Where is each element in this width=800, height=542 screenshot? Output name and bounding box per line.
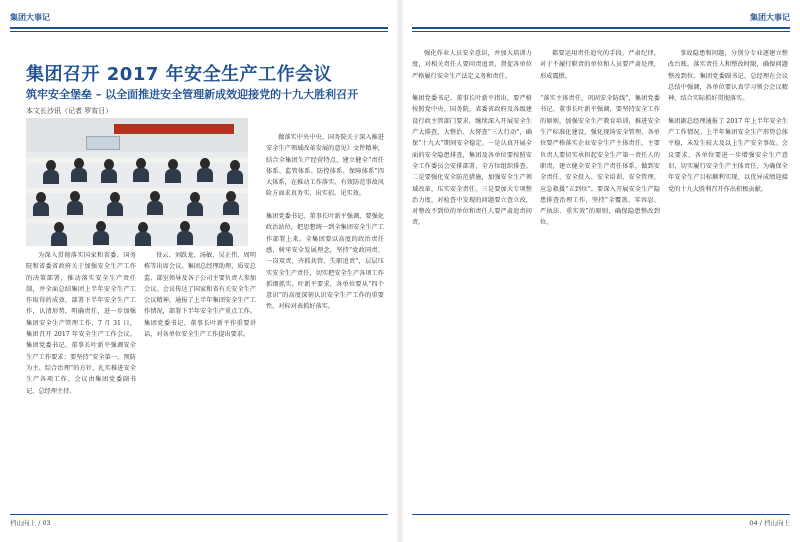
body-paragraph: 都要运用责任追究的手段，严肃纪律，对于不履行职责的单位和人员要严肃处理，形成震慑。 “落实主体责任，巩固安全防线”，集团党委书记、董事长叶新平强调，要坚持安全工作的原则，加强安全生产教育培训，推进安全生产标准化建设，强化现场安全管理。各单位要严格落实企业安全生产主体责任，主要负责人要切实承担起安全生产第一责任人的职责，建立健全安全生产责任体系，做到安全责任、安全投入、安全培训、安全管理、应急救援“五到位”。要深入开展安全生产隐患排查治理工作，坚持“全覆盖、零容忍、严执法、重实效”的原则，确保隐患整改到位。 <box>540 50 660 227</box>
body-paragraph: 为深入贯彻落实国家和省委、国务院和省委省政府关于加强安全生产工作的决策部署，推动落实安全生产责任制，并全面总结集团上半年安全生产工作取得的成效，部署下半年安全生产工作，认清形势，明确责任，进一步加强集团安全生产管理工作，7 月 31 日，集团召开 2017 年安全生产工作会议。集团党委书记、董事长叶新平强调安全生产工作要求；要坚持“安全第一、预防为主、综合治理”的方针，扎实推进安全生产各项工作。会议由集团党委副书记、总经理主持。 <box>26 252 136 395</box>
photo-attendee <box>147 201 163 215</box>
photo-attendee <box>107 202 123 216</box>
photo-attendee <box>165 169 181 183</box>
meeting-photo <box>26 118 248 246</box>
body-column-2 <box>144 250 256 512</box>
body-column-1 <box>26 250 136 512</box>
photo-attendee <box>217 232 233 246</box>
photo-attendee <box>71 168 87 182</box>
article-title: 集团召开 2017 年安全生产工作会议 <box>26 64 333 85</box>
footer-rule-left <box>10 514 388 515</box>
header-rule-left <box>10 27 388 29</box>
page-number-left: 档山向上 / 03 <box>10 519 51 527</box>
photo-attendee <box>67 201 83 215</box>
photo-attendee <box>51 232 67 246</box>
photo-attendee <box>187 202 203 216</box>
article-byline: 本文长沙讯（记者 罗宵日） <box>26 107 113 115</box>
photo-attendee <box>135 232 151 246</box>
body-paragraph: 做落实中央中央、国务院关于深入推进安全生产领域改革发展的意见》文件精神，结合全集团生产经营特点，建立健全“责任体系、监管体系、防控体系、保障体系”四大体系，在推动工作落实、有效防范事故风险方面求真务实、出实招、见实效。 集团党委书记、董事长叶新平强调，要强化政治站位，把思想统一到全集团安全生产工作部署上来。全集团要以高度的政治责任感，树牢安全发展理念，坚持“党政同责、一岗双责、齐抓共管、失职追责”，层层压实安全生产责任，切实把安全生产各项工作抓细抓实。叶新平要求，各单位要从“四个意识”的高度深刻认识安全生产工作的重要性，对标对表抓好落实。 <box>266 134 384 311</box>
section-tag-left: 集团大事记 <box>10 13 50 22</box>
photo-screen <box>86 136 120 150</box>
body-column-4 <box>412 48 532 512</box>
photo-attendee <box>101 169 117 183</box>
photo-attendee <box>133 168 149 182</box>
photo-attendee <box>43 170 59 184</box>
header-rule-right-thin <box>412 31 790 32</box>
body-column-5 <box>540 48 660 512</box>
right-body-columns <box>412 48 788 512</box>
body-column-6 <box>668 48 788 512</box>
section-tag-right: 集团大事记 <box>750 13 790 22</box>
page-gutter <box>396 0 404 542</box>
photo-attendee <box>93 231 109 245</box>
photo-attendee <box>227 170 243 184</box>
left-body-columns <box>26 134 386 512</box>
header-rule-right <box>412 27 790 29</box>
photo-attendee <box>33 202 49 216</box>
body-column-3 <box>266 132 384 512</box>
footer-rule-right <box>412 514 790 515</box>
body-paragraph: 事故隐患和问题，分别分专业逐建立整改台账，落实责任人和整改时限，确保问题整改到位。集团党委副书记、总经理在会议总结中强调，各单位要认真学习领会会议精神，结合实际抓好贯彻落实。 集团副总经理通报了 2017 年上半年安全生产工作情况。上半年集团安全生产形势总体平稳，未发生较大及以上生产安全事故。会议要求，各单位要进一步增强安全生产意识，切实履行安全生产主体责任，为确保全年安全生产目标顺利实现、以优异成绩迎接党的十九大胜利召开作出积极贡献。 <box>668 50 788 193</box>
photo-attendee <box>197 168 213 182</box>
article-subtitle: 筑牢安全堡垒 – 以全面推进安全管理新成效迎接党的十九大胜利召开 <box>26 88 359 101</box>
photo-red-banner <box>114 124 234 134</box>
photo-table <box>26 188 248 193</box>
photo-attendee <box>177 231 193 245</box>
body-paragraph: 强化作业人员安全意识，并加大培训力度，对相关责任人要问责追责，督促各单位严格履行安全生产法定义务和责任。 集团党委书记、董事长叶新平指出，要严格按照党中央、国务院、省委省政府及各级建设行政主管部门要求，继续深入开展安全生产大排查、大整治、大督查“三大行动”，确保“十九大”期间安全稳定。一是认真开展全面的安全隐患排查，集团及各单位要按照安全工作委员会安排部署，全方位组织排查。二是要强化安全防范措施，加强安全生产领域改革，压实安全责任。三是要加大专项整治力度，对检查中发现的问题要立查立改，对整改不到位的单位和责任人要严肃追责问责。 <box>412 50 532 227</box>
photo-attendee <box>223 201 239 215</box>
header-rule-left-thin <box>10 31 388 32</box>
page-number-right: 04 / 档山向上 <box>749 519 790 527</box>
body-paragraph: 役云、刘跃龙、汤敏、吴正伟、周明栋等出席会议。集团总经理助理、质安总监、部室领导及各子公司主要负责人参加会议。会议传达了国家和省有关安全生产会议精神，通报了上半年集团安全生产工作情况，部署下半年安全生产重点工作。集团党委书记、董事长叶新平作重要讲话，对各单位安全生产工作提出要求。 <box>144 252 256 339</box>
